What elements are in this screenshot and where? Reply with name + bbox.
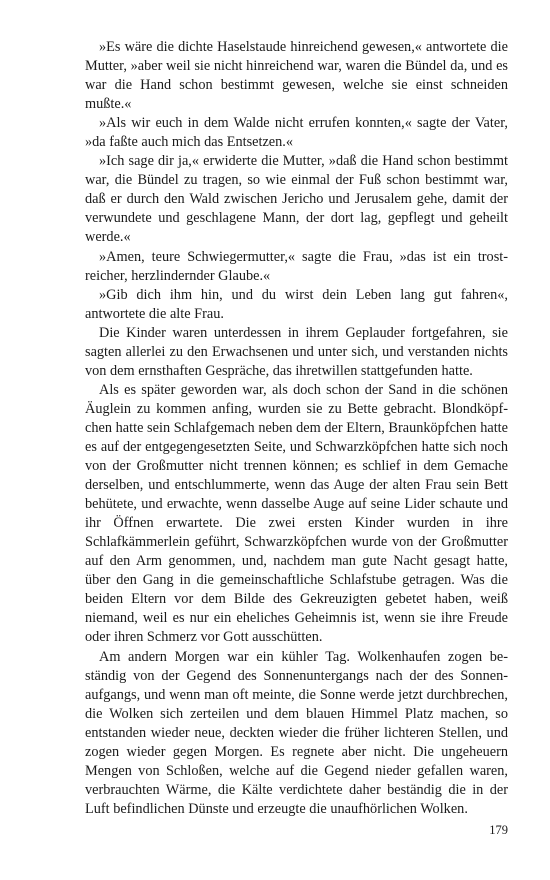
paragraph-6: Die Kinder waren unterdessen in ihrem Geplauder fortgefahren, sie sagten allerlei zu den Erwachsenen und unter sich, und verstanden nichts von dem ernsthaften Gespräche, das ihretwillen stattgefunden hatte. [85,324,508,379]
page-body [85,38,508,828]
paragraph-8: Am andern Morgen war ein kühler Tag. Wolkenhaufen zogen beständig von der Gegend des Sonnenuntergangs nach der des Sonnenaufgangs, und wenn man oft meinte, die Sonne werde jetzt durchbrechen, die Wolken sich zerteilen und dem blauen Himmel Platz machen, so entstanden wieder neue, deckten wieder die früher lichteren Stellen, und zogen wieder gegen Morgen. Es regnete aber nicht. Die ungeheuern Mengen von Schloßen, welche auf die Gegend nieder gefallen waren, verbrauchten Wärme, die Kälte verdichtete daher beständig die in der Luft befindlichen Dünste und erzeugte die unaufhörlichen Wolken. [85,648,508,817]
paragraph-3: »Ich sage dir ja,« erwiderte die Mutter, »daß die Hand schon bestimmt war, die Bündel zu tragen, so wie einmal der Fuß schon bestimmt war, daß er durch den Wald zwischen Jericho und Jerusalem gehe, damit der verwundete und geschlagene Mann, der dort lag, gepflegt und geheilt werde.« [85,153,508,246]
paragraph-5: »Gib dich ihm hin, und du wirst dein Leben lang gut fahren«, antwortete die alte Frau. [85,286,508,322]
text-block [85,38,508,819]
paragraph-2: »Als wir euch in dem Walde nicht errufen konnten,« sagte der Vater, »da faßte auch mich das Entsetzen.« [85,115,508,151]
paragraph-1: »Es wäre die dichte Haselstaude hinreichend gewesen,« antwortete die Mutter, »aber weil sie nicht hinreichend war, waren die Bündel da, und es war die Hand schon bestimmt gewesen, welche sie einst schneiden mußte.« [85,39,508,113]
paragraph-4: »Amen, teure Schwiegermutter,« sagte die Frau, »das ist ein trostreicher, herzlindernder Glaube.« [85,248,508,284]
page-number: 179 [489,823,508,837]
paragraph-7: Als es später geworden war, als doch schon der Sand in die schönen Äuglein zu kommen anfing, wurden sie zu Bette gebracht. Blondköpfchen hatte sein Schlafgemach neben dem der Eltern, Braunköpfchen hatte es auf der entgegengesetzten Seite, und Schwarzköpfchen hatte sich noch von der Großmutter nicht trennen können; es schlief in dem Gemache derselben, und entschlummerte, wenn das Auge der alten Frau sein Bett behütete, und erwachte, wenn dasselbe Auge auf seine Lider schaute und ihr Öffnen erwartete. Die zwei ersten Kinder wurden in ihre Schlafkämmerlein geführt, Schwarzköpfchen wurde von der Großmutter auf den Arm genommen, und, nachdem man gute Nacht gesagt hatte, über den Gang in die gemeinschaftliche Schlafstube getragen. Was die beiden Eltern vor dem Bilde des Gekreuzigten gebetet haben, weiß niemand, weil es nur ein eheliches Geheimnis ist, wenn sie ihre Freude oder ihren Schmerz vor Gott ausschütten. [85,381,508,646]
